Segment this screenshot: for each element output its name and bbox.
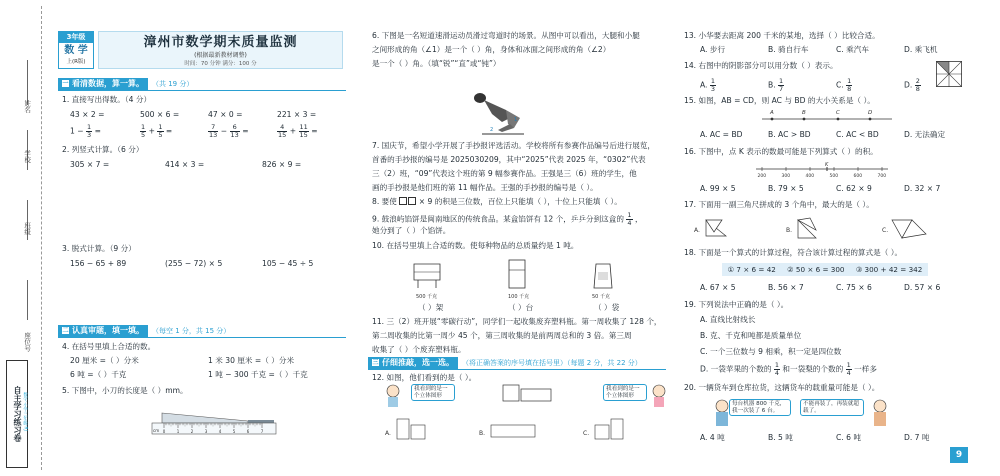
q3-item: 156 − 65 + 89 [70, 259, 127, 268]
number-line-label: 300 [781, 174, 791, 178]
q12-opt: C. [583, 430, 590, 437]
point-label: B [802, 110, 806, 116]
speech-bubble: 每台机器 800 千克，我一次装了 6 台。 [729, 399, 791, 416]
q8-line: 8. 要使 × 9 的积是三位数，百位上只能填（ ），十位上只能填（ ）。 [372, 197, 622, 206]
number-line-label: 200 [757, 174, 767, 178]
q20-title: 20. 一辆货车到仓库拉货，这辆货车的载重量可能是（ ）。 [684, 383, 880, 392]
q19-title: 19. 下列说法中正确的是（ ）。 [684, 300, 789, 309]
number-line-label: 600 [853, 174, 863, 178]
q4-item-c: 6 吨 =（ ）千克 [70, 370, 127, 379]
piano-icon [414, 264, 440, 288]
q4-item-b: 1 米 30 厘米 =（ ）分米 [208, 356, 295, 365]
q14-title: 14. 右图中的阴影部分可以用分数（ ）表示。 [684, 61, 838, 70]
fridge-icon [509, 260, 525, 288]
section-3-note: （将正确答案的序号填在括号里）（每题 2 分，共 22 分） [462, 358, 642, 367]
q19-opt-a: A. 直线比射线长 [700, 315, 756, 324]
binding-strip [0, 0, 58, 476]
calc-step: ① 7 × 6 = 42 [727, 265, 776, 274]
q4-item-a: 20 厘米 =（ ）分米 [70, 356, 139, 365]
cut-line [41, 6, 42, 470]
q15-segment-figure [742, 108, 902, 124]
opt-a-shape [397, 419, 409, 439]
title-box [98, 31, 343, 69]
driver-icon [874, 400, 886, 412]
q16-number-line [752, 162, 892, 178]
section-2-note: （每空 1 分，共 15 分） [152, 326, 231, 335]
q10-weight: 50 千克 [592, 294, 610, 300]
q10-blank: （ ）袋 [594, 303, 620, 312]
q7-line-1: 7. 国庆节，希望小学开展了手抄报评选活动。学校将所有参赛作品编号后进行展览， [372, 141, 656, 150]
point-label: A [770, 110, 774, 116]
q16-opt: A. 99 × 5 [700, 184, 736, 193]
blank-box [408, 197, 416, 205]
section-3-header: 三 仔细推敲，选一选。 （将正确答案的序号填在括号里）（每题 2 分，共 22 分） [368, 357, 642, 369]
opt-b-shape [491, 425, 535, 437]
q9-line-2: 她分到了（ ）个馅饼。 [372, 226, 451, 235]
q20-opt: A. 4 吨 [700, 433, 725, 442]
grade-label: 3年级 [59, 32, 93, 43]
speech-bubble: 不能再装了，再装就超载了。 [800, 399, 864, 416]
q13-opt: B. 骑自行车 [768, 45, 809, 54]
q17-opt: C. [882, 227, 889, 234]
skater-helmet [474, 93, 486, 103]
q16-opt: B. 79 × 5 [768, 184, 804, 193]
q18-opt: A. 67 × 5 [700, 283, 736, 292]
shaded-square-figure [936, 61, 962, 87]
brand-sub: 数学·小学三年级·RJ [22, 392, 28, 431]
exam-meta: 时间：70 分钟 满分：100 分 [184, 60, 257, 67]
q18-title: 18. 下面是一个算式的计算过程，符合该计算过程的算式是（ ）。 [684, 248, 903, 257]
ruler-tick-label: 7 [260, 429, 264, 434]
cube-icon [503, 385, 519, 401]
class-label: 班级 [23, 222, 32, 235]
q10-weight: 500 千克 [416, 294, 438, 300]
ruler-unit: cm [153, 428, 160, 433]
q9-line-1: 9. 鼓浪屿馅饼是闽南地区的传统食品。某盒馅饼有 12 个，乒乒分到这盒的 $\frac{1}{4}$ ， [372, 211, 643, 227]
girl-icon [653, 385, 665, 397]
ruler-tick-label: 2 [190, 429, 194, 434]
q13-opt: D. 乘飞机 [904, 45, 938, 54]
q10-weight: 100 千克 [508, 294, 530, 300]
q6-line-1: 6. 下图是一名短道速滑运动员滑过弯道时的场景。从图中可以看出，大腿和小腿 [372, 31, 640, 40]
q20-opt: B. 5 吨 [768, 433, 793, 442]
q15-opt: A. AC = BD [700, 130, 743, 139]
knife-icon [162, 413, 248, 423]
q19-opt-c: C. 一个三位数与 9 相乘，积一定是四位数 [700, 347, 842, 356]
q6-line-2: 之间形成的角（∠1）是一个（ ）角，身体和冰面之间形成的角（∠2） [372, 45, 611, 54]
ruler-tick-label: 5 [232, 429, 236, 434]
skater-body [484, 100, 510, 122]
q15-title: 15. 如图，AB = CD，则 AC 与 BD 的大小关系是（ ）。 [684, 96, 875, 105]
cuboid-icon [521, 389, 551, 401]
q10-blank: （ ）台 [508, 303, 534, 312]
subject-label: 数 学 [64, 45, 88, 56]
angle-2-label: 2 [490, 127, 494, 133]
ruler-tick-label: 3 [204, 429, 208, 434]
blank-box [399, 197, 407, 205]
ruler-tick-label: 0 [162, 429, 166, 434]
q19-opt-d: D. 一袋苹果的个数的 $\frac{1}{4}$ 和一袋梨的个数的 $\frac{1}{4}$ 一样多 [700, 361, 877, 377]
number-line-label: 500 [829, 174, 839, 178]
q17-title: 17. 下面用一副三角尺拼成的 3 个角中，最大的是（ ）。 [684, 200, 874, 209]
ruler-tick-label: 1 [176, 429, 180, 434]
q7-line-2: 首番的手抄报的编号是 2025030209，其中“2025”代表 2025 年，“0302”代表 [372, 155, 646, 164]
point-k-label: K [825, 162, 829, 168]
q1-item: 47 × 0 = [208, 110, 243, 119]
rice-bag-icon [594, 264, 612, 288]
section-1-title: 看清数据，算一算。 [72, 79, 144, 88]
ruler-tick-label: 4 [218, 429, 222, 434]
q3-item: 105 − 45 ÷ 5 [262, 259, 314, 268]
calc-step: ② 50 × 6 = 300 [787, 265, 845, 274]
exam-header [58, 31, 343, 69]
angle-1-label: 1 [514, 117, 518, 123]
q1-item-frac-b: $\frac{1}{5}$ + $\frac{1}{5}$ = [141, 123, 173, 139]
q2-item: 826 × 9 = [262, 160, 302, 169]
q13-title: 13. 小华要去距离 200 千米的某地，选择（ ）比较合适。 [684, 31, 880, 40]
seat-label: 座位号 [23, 332, 32, 352]
q13-opt: A. 步行 [700, 45, 726, 54]
q3-item: (255 − 72) × 5 [165, 259, 223, 268]
q15-opt: B. AC > BD [768, 130, 811, 139]
grade-box [58, 31, 94, 69]
q12-title: 12. 如图，他们看到的是（ ）。 [372, 373, 477, 382]
number-line-label: 400 [805, 174, 815, 178]
point-label: D [868, 110, 873, 116]
q18-opt: C. 75 × 6 [836, 283, 872, 292]
q20-opt: D. 7 吨 [904, 433, 930, 442]
q1-title: 1. 直接写出得数。（4 分） [62, 95, 152, 104]
q19-opt-b: B. 克、千克和吨都是质量单位 [700, 331, 802, 340]
section-2-header: 二 认真审题，填一填。 （每空 1 分，共 15 分） [58, 325, 230, 337]
q1-item-frac-c: $\frac{7}{13}$ − $\frac{6}{13}$ = [209, 123, 249, 139]
q18-opt: B. 56 × 7 [768, 283, 804, 292]
q15-opt: C. AC < BD [836, 130, 879, 139]
section-3-title: 仔细推敲，选一选。 [382, 358, 454, 367]
speed-skater-image [462, 88, 532, 136]
q11-line-2: 第二周收集的比第一周少 45 个，第三周收集的是前两周总和的 3 倍。第三周 [372, 331, 632, 340]
q4-item-d: 1 吨 − 300 千克 =（ ）千克 [208, 370, 308, 379]
q16-title: 16. 下图中，点 K 表示的数最可能是下列算式（ ）的积。 [684, 147, 878, 156]
q14-opt: D. $\frac{2}{8}$ [904, 77, 920, 93]
q4-title: 4. 在括号里填上合适的数。 [62, 342, 156, 351]
q2-title: 2. 列竖式计算。（6 分） [62, 145, 144, 154]
edition-label: 上(R版) [66, 59, 86, 65]
name-label: 姓名 [23, 100, 32, 113]
q16-opt: C. 62 × 9 [836, 184, 872, 193]
q10-items-image [406, 258, 646, 306]
q6-line-3: 是一个（ ）角。（填“锐”“直”或“钝”） [372, 59, 501, 68]
section-1-header: 一 看清数据，算一算。 （共 19 分） [58, 78, 193, 90]
speech-bubble: 我看到的是一个立体图形 [603, 384, 647, 401]
q1-item-frac-a: 1 − $\frac{1}{3}$ = [70, 123, 101, 139]
q16-opt: D. 32 × 7 [904, 184, 941, 193]
q17-triangle-angles [686, 216, 976, 242]
q1-item: 221 × 3 = [277, 110, 317, 119]
q10-blank: （ ）架 [418, 303, 444, 312]
q3-title: 3. 脱式计算。（9 分） [62, 244, 136, 253]
page-subtitle: (根据最新教材调整) [194, 52, 247, 60]
q2-item: 414 × 3 = [165, 160, 205, 169]
q17-opt: B. [786, 227, 793, 234]
q20-opt: C. 6 吨 [836, 433, 861, 442]
calc-step: ③ 300 + 42 = 342 [855, 265, 923, 274]
speech-bubble: 我看到的是一个立体图形 [411, 384, 455, 401]
calc-steps-bar [722, 263, 928, 276]
point-label: C [836, 110, 840, 116]
q15-opt: D. 无法确定 [904, 130, 946, 139]
q5-title: 5. 下图中，小刀的长度是（ ）mm。 [62, 386, 188, 395]
page-number: 9 [950, 447, 968, 463]
q1-item-frac-d: $\frac{4}{15}$ + $\frac{11}{15}$ = [278, 123, 318, 139]
q12-opt: B. [479, 430, 486, 437]
opt-c-shape [595, 425, 609, 439]
ruler-tick-label: 6 [246, 429, 250, 434]
q14-opt: C. $\frac{1}{8}$ [836, 77, 852, 93]
section-2-title: 认真审题，填一填。 [72, 326, 144, 335]
school-label: 学校 [23, 150, 32, 163]
q2-item: 305 × 7 = [70, 160, 110, 169]
q14-opt: B. $\frac{1}{7}$ [768, 77, 784, 93]
q14-opt: A. $\frac{1}{3}$ [700, 77, 716, 93]
q1-item: 43 × 2 = [70, 110, 105, 119]
brand-label: 自主学习练习卷 [6, 360, 28, 468]
q10-title: 10. 在括号里填上合适的数。使每种物品的总质量约是 1 吨。 [372, 241, 579, 250]
section-1-note: （共 19 分） [152, 79, 194, 88]
q17-opt: A. [694, 227, 700, 234]
q1-item: 500 × 6 = [140, 110, 180, 119]
q11-line-3: 收集了（ ）个废弃塑料瓶。 [372, 345, 466, 354]
number-line-label: 700 [877, 174, 887, 178]
boy-icon [387, 385, 399, 397]
q18-opt: D. 57 × 6 [904, 283, 941, 292]
ruler-with-knife [150, 411, 278, 435]
q7-line-4: 画的手抄报是他们班的第 11 幅作品。王强的手抄报的编号是（ ）。 [372, 183, 598, 192]
page-title: 漳州市数学期末质量监测 [143, 35, 298, 50]
q13-opt: C. 乘汽车 [836, 45, 869, 54]
worker-icon [716, 400, 728, 412]
q7-line-3: 三（2）班，“09”代表这个班的第 9 幅参赛作品。王强是三（6）班的学生，他 [372, 169, 637, 178]
q11-line-1: 11. 三（2）班开展“零碳行动”，同学们一起收集废弃塑料瓶。第一周收集了 128 个， [372, 317, 662, 326]
q12-opt: A. [385, 430, 391, 437]
ruler-body [152, 423, 276, 434]
